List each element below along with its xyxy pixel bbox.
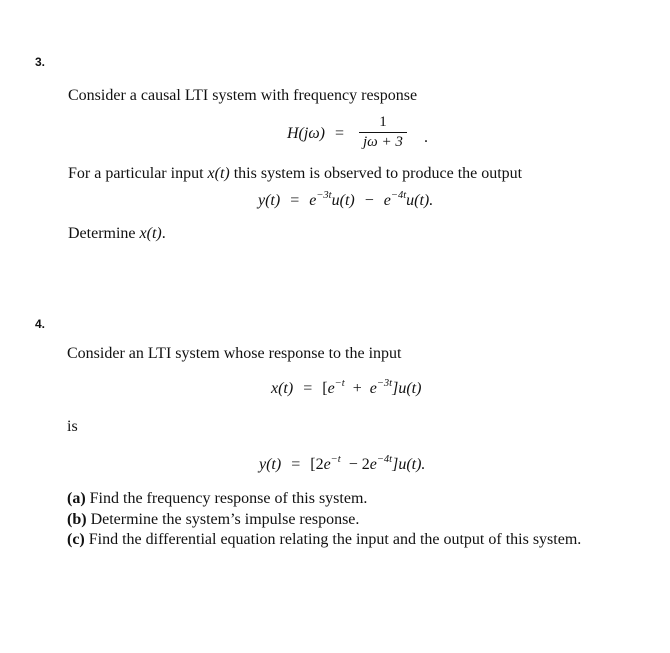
- y4-minus: − 2: [348, 456, 370, 473]
- x-close: ]u(t): [392, 380, 422, 397]
- determine-text: Determine: [68, 225, 140, 242]
- y4-lhs: y(t): [259, 456, 282, 473]
- input-var: x(t): [207, 165, 230, 182]
- problem-4-part-b: [67, 511, 359, 529]
- problem-4-intro: Consider an LTI system whose response to the input: [67, 345, 402, 362]
- y-lhs: y(t): [258, 192, 281, 209]
- h-lhs: H(jω): [287, 125, 325, 142]
- part-a-text: Find the frequency response of this system.: [89, 490, 368, 507]
- x-exp1: −t: [334, 378, 345, 389]
- h-equals: =: [334, 125, 344, 142]
- part-b-label: (b): [67, 511, 87, 528]
- problem-3-intro: Consider a causal LTI system with frequency response: [68, 87, 418, 104]
- problem-4-number: 4.: [35, 317, 46, 331]
- h-denominator: jω + 3: [363, 134, 403, 150]
- y4-exp1: −t: [330, 454, 341, 465]
- input-text-pre: For a particular input: [68, 165, 208, 182]
- x-e2: e: [369, 380, 377, 397]
- x-plus: +: [352, 380, 362, 397]
- x-open-bracket: [: [322, 380, 328, 397]
- x-lhs: x(t): [271, 380, 294, 397]
- problem-4-part-a: [67, 490, 367, 508]
- h-numerator: 1: [379, 114, 387, 130]
- part-b-text: Determine the system’s impulse response.: [90, 511, 360, 528]
- y-exp2: −4t: [390, 190, 407, 201]
- determine-end: .: [161, 225, 166, 242]
- problem-3-transfer-function: [287, 125, 344, 143]
- y4-e1: e: [323, 456, 331, 473]
- part-c-text: Find the differential equation relating the input and the output of this system.: [88, 531, 582, 548]
- x-exp2: −3t: [376, 378, 393, 389]
- problem-3-number: 3.: [35, 55, 46, 69]
- h-period: .: [424, 129, 428, 146]
- problem-3-output-equation: [258, 192, 433, 210]
- y-u2: u(t).: [406, 192, 434, 209]
- y-e1: e: [309, 192, 317, 209]
- y4-e2: e: [369, 456, 377, 473]
- y-minus: −: [364, 192, 374, 209]
- y4-open: [2: [310, 456, 324, 473]
- y4-equals: =: [291, 456, 301, 473]
- problem-4-output-equation: [259, 456, 425, 474]
- fraction-bar: [359, 132, 407, 133]
- y4-close: ]u(t).: [392, 456, 426, 473]
- y-e2: e: [383, 192, 391, 209]
- y-exp1: −3t: [316, 190, 332, 201]
- y-equals: =: [290, 192, 300, 209]
- x-e1: e: [327, 380, 335, 397]
- problem-4-input-equation: [271, 380, 421, 398]
- x-equals: =: [303, 380, 313, 397]
- y4-exp2: −4t: [376, 454, 393, 465]
- problem-3-input-sentence: [68, 165, 522, 183]
- problem-4-part-c: [67, 531, 581, 549]
- problem-4-is: is: [67, 418, 78, 435]
- h-fraction: [359, 114, 407, 151]
- part-c-label: (c): [67, 531, 85, 548]
- part-a-label: (a): [67, 490, 86, 507]
- problem-3-determine: [68, 225, 166, 243]
- determine-var: x(t): [139, 225, 162, 242]
- input-text-post: this system is observed to produce the output: [229, 165, 523, 182]
- y-u1: u(t): [331, 192, 355, 209]
